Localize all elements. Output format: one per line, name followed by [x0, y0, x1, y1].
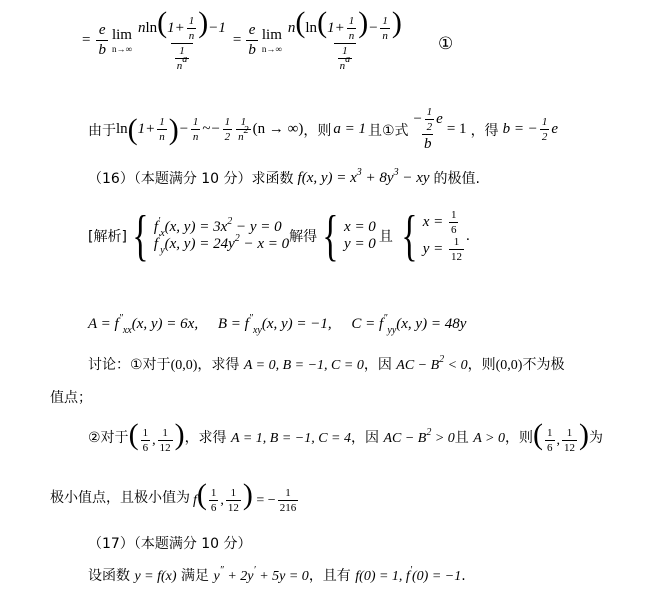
- discussion-2: ②对于 ( $\frac{1}{6}$ , $\frac{1}{12}$ ) ，求得 A = 1, B = −1, C = 4，因 AC − $B^2 > 0$且 A > 0，则 ( $\frac{1}{6}$ , $\frac{1}{12}$ ) 为: [88, 418, 603, 455]
- ratio-fraction: − $\frac{1}{2}$ e b: [412, 106, 443, 152]
- function-expression: f(x, $y) = x^3 + 8y^3$ − xy: [297, 166, 430, 186]
- text-and-2: 且: [378, 229, 393, 245]
- limit-fraction-b: n(ln(1+ $\frac{1}{n}$ )− $\frac{1}{n}$ ) $\frac{1}{na}$: [287, 6, 402, 73]
- text-solve: 解得: [289, 229, 318, 245]
- system-eq-2: $f'_y(x$, $y) = 24y^2 - x = 0$: [153, 233, 290, 256]
- limit-equation: = $\frac{e}{b}$ lim n→∞ nln(1+ $\frac{1}{n}$ )−1 $\frac{1}{na}$ = $\frac{e}{b}$ lim n→∞ n(ln(1+ $\frac{1}{n}$ )− $\frac{1}{n}$ ) $\frac{1}{na}$: [82, 6, 402, 73]
- solution-label: [解析]: [88, 229, 127, 245]
- problem-17-text: 设函数 y = f(x) 满足 y″ + 2y′ + 5y = 0，且有 f(0) = 1, f′(0) = −1.: [88, 565, 466, 584]
- equals-one: = 1: [446, 121, 467, 137]
- text-youyu: 由于: [88, 122, 116, 139]
- limit-fraction-a: nln(1+ $\frac{1}{n}$ )−1 $\frac{1}{na}$: [137, 6, 226, 73]
- period: .: [465, 227, 470, 244]
- discussion-1: 讨论：①对于(0,0)，求得 A = 0, B = −1, C = 0，因 AC − $B^2 < 0$，则(0,0)不为极: [88, 354, 565, 373]
- equation-marker-1: ①: [438, 34, 454, 54]
- problem-16-heading: （16）（本题满分 10 分）求函数: [88, 171, 294, 187]
- problem-16-tail: 的极值.: [433, 171, 480, 187]
- text-then: ，则: [303, 122, 332, 139]
- solution-system: [解析] { $f'_x(x$, $y) = 3x^2 - y = 0$ $f'_y(x$, $y) = 24y^2 - x = 0$ 解得 { x = 0 y = 0 且 { x = $\frac{1}{6}$ y = $\frac{1}{12}$ .: [88, 205, 470, 267]
- problem-16: [88, 168, 480, 188]
- solution-x0: x = 0: [344, 219, 376, 235]
- coef-fraction-2: $\frac{e}{b}$: [248, 21, 256, 58]
- equals-sign: =: [82, 31, 91, 48]
- solution-y0: y = 0: [344, 236, 376, 252]
- min-value-text: 极小值点，且极小值为: [50, 490, 190, 507]
- text-and: 且①式: [367, 122, 409, 139]
- second-derivatives: $A = f''_{xx}(x$, y) = 6x, $B = f''_{xy}(x$, y) = −1, $C = f''_{yy}(x$, y) = 48y: [88, 313, 467, 336]
- problem-17-heading: （17）（本题满分 10 分）: [88, 536, 252, 552]
- asymptotic-statement: 由于 ln ( 1+ $\frac{1}{n}$ ) − $\frac{1}{n}$ ~ − $\frac{1}{2}$ $\frac{1}{n2}$ (n → ∞) ，则 a = 1 且①式 − $\frac{1}{2}$ e b = 1 ，得 b = − $\frac{1}{2}$ e: [88, 106, 558, 152]
- system-eq-1: $f'_x(x$, $y) = 3x^2 - y = 0$: [153, 216, 282, 239]
- discussion-1-cont: 值点；: [50, 390, 92, 406]
- a-value: a = 1: [333, 121, 366, 137]
- limit-operator-2: lim n→∞: [261, 26, 282, 54]
- discussion-2-cont: 极小值点，且极小值为 f( $\frac{1}{6}$ , $\frac{1}{12}$ ) = − $\frac{1}{216}$: [50, 478, 297, 515]
- text-get: ，得: [470, 122, 499, 139]
- limit-operator: lim n→∞: [111, 26, 132, 54]
- coef-fraction: $\frac{e}{b}$: [98, 21, 106, 58]
